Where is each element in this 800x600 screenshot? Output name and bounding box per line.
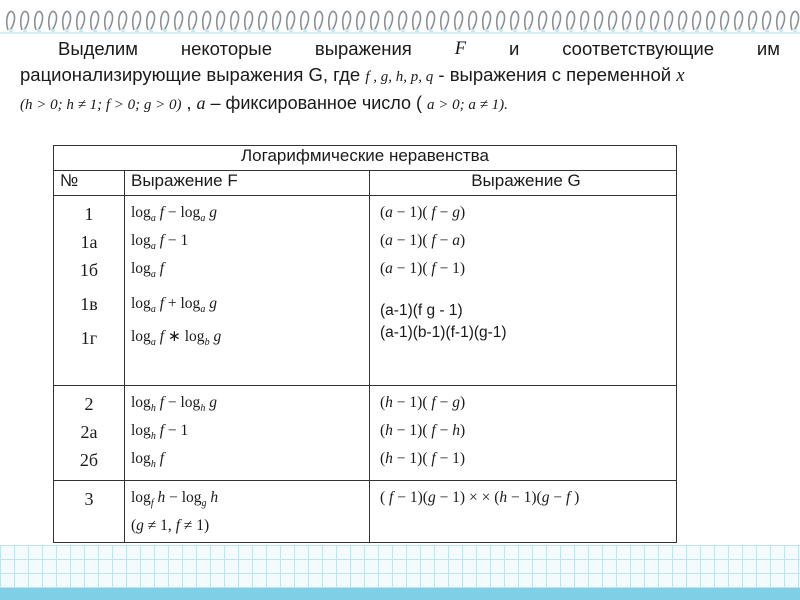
intro-text-segment: рационализирующие выражения G, где — [20, 64, 361, 85]
intro-text-segment: - выражения с переменной — [438, 64, 672, 85]
expression-f: $\log_a f + \log_a g$ — [131, 295, 217, 315]
intro-condition: (h > 0; h ≠ 1; f > 0; g > 0) — [20, 97, 182, 113]
row-number: 1в — [80, 294, 98, 314]
intro-var-a: a — [196, 93, 206, 113]
expression-f-cell — [125, 481, 370, 543]
expression-f: $\log_a f - \log_a g$ — [131, 204, 217, 224]
expression-g: (a-1)(f g - 1) — [380, 302, 463, 319]
expression-g: (h − 1)( f − g) — [380, 394, 466, 411]
expression-f-cell — [125, 386, 370, 481]
header-expression-f: Выражение F — [125, 171, 370, 196]
expression-f: $\log_a f$ ∗ $\log_b g$ — [131, 328, 222, 348]
footer-band — [0, 588, 800, 600]
intro-var-f: F — [454, 39, 467, 59]
expression-g: ( f − 1)(g − 1) × × (h − 1)(g − f ) — [380, 489, 580, 506]
expression-g: (a-1)(b-1)(f-1)(g-1) — [380, 324, 507, 341]
expression-f: $\log_a f$ — [131, 260, 164, 280]
intro-text — [20, 36, 780, 118]
header-num: № — [54, 171, 125, 196]
spiral-rings-icon — [0, 0, 800, 36]
expression-g: (a − 1)( f − g) — [380, 204, 466, 221]
expression-g: (h − 1)( f − 1) — [380, 450, 466, 467]
intro-line-1 — [20, 36, 780, 62]
intro-word: некоторые — [180, 38, 272, 59]
expression-g-cell — [370, 386, 677, 481]
row-number: 1а — [80, 232, 98, 252]
table-row — [54, 386, 677, 481]
table-title: Логарифмические неравенства — [54, 146, 677, 171]
expression-f: $\log_f h - \log_g h$ — [131, 489, 219, 509]
row-number-cell — [54, 481, 125, 543]
expression-f: $\log_h f - 1$ — [131, 422, 189, 442]
grid-paper-footer — [0, 545, 800, 600]
intro-word: и — [508, 38, 520, 59]
table-row — [54, 481, 677, 543]
expression-g: (h − 1)( f − h) — [380, 422, 466, 439]
spiral-binding — [0, 0, 800, 36]
intro-word: соответствующие — [562, 38, 714, 59]
expression-g: (a − 1)( f − a) — [380, 232, 466, 249]
expression-g-cell — [370, 481, 677, 543]
expression-f: (g ≠ 1, f ≠ 1) — [131, 517, 210, 534]
row-number: 2б — [79, 450, 99, 470]
expression-f: $\log_a f - 1$ — [131, 232, 189, 252]
row-number: 2а — [80, 422, 98, 442]
table-body — [54, 196, 677, 543]
intro-vars: f , g, h, p, q — [365, 69, 434, 85]
expression-g-cell — [370, 196, 677, 386]
expression-g: (a − 1)( f − 1) — [380, 260, 466, 277]
row-number: 1 — [84, 204, 94, 224]
row-number: 2 — [84, 394, 94, 414]
row-number-cell — [54, 196, 125, 386]
header-expression-g: Выражение G — [370, 171, 677, 196]
intro-word: им — [756, 38, 780, 59]
expression-g — [370, 284, 676, 300]
log-inequalities-table — [53, 145, 677, 543]
intro-line-2 — [20, 62, 780, 90]
expression-f-cell — [125, 196, 370, 386]
table-row — [54, 196, 677, 386]
row-number-cell — [54, 386, 125, 481]
intro-text-segment: – фиксированное число ( — [210, 93, 422, 113]
intro-word: Выделим — [58, 38, 138, 59]
intro-word: выражения — [314, 38, 412, 59]
intro-var-x: x — [676, 66, 685, 86]
intro-condition: a > 0; a ≠ 1). — [427, 97, 508, 113]
expression-f: $\log_h f - \log_h g$ — [131, 394, 217, 414]
row-number: 1б — [79, 260, 99, 280]
row-number: 1г — [80, 328, 98, 348]
row-number: 3 — [84, 489, 94, 509]
intro-line-3: (h > 0; h ≠ 1; f > 0; g > 0) , a – фиксированное число ( a > 0; a ≠ 1). — [20, 93, 508, 113]
expression-f: $\log_h f$ — [131, 450, 164, 470]
